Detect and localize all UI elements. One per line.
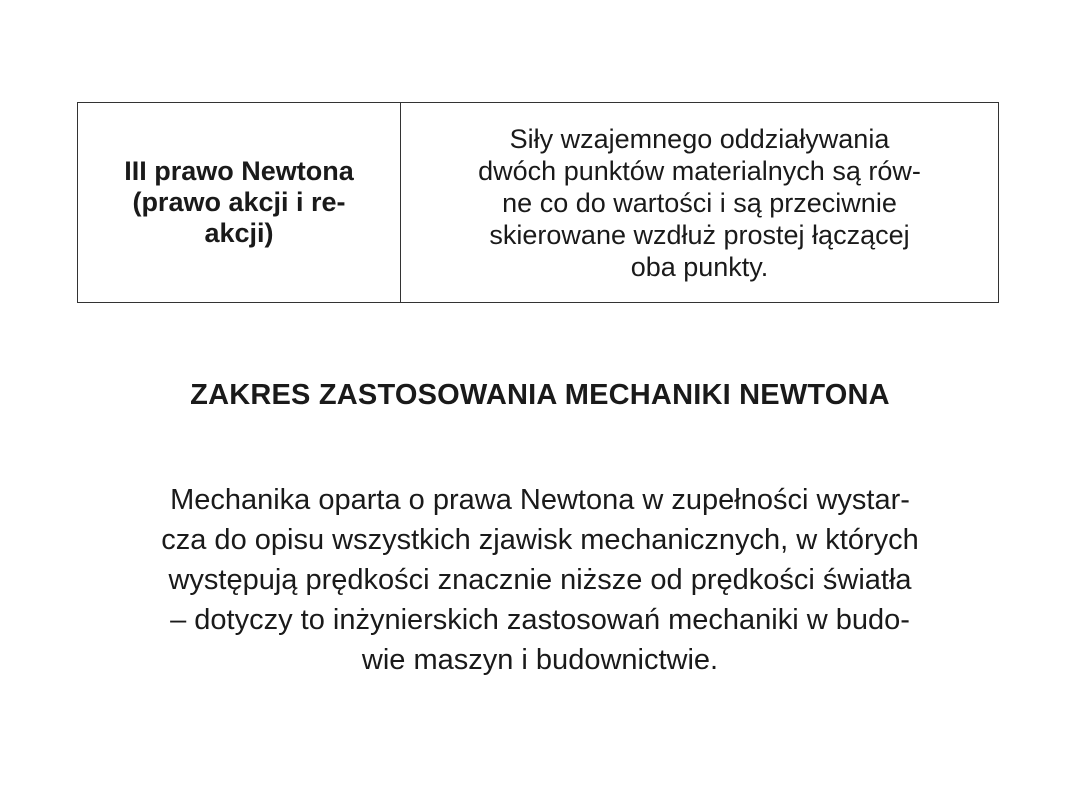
- law-table: [77, 102, 999, 303]
- body-line: Mechanika oparta o prawa Newtona w zupełności wystar-: [170, 484, 910, 516]
- law-description-line: dwóch punktów materialnych są rów-: [478, 155, 921, 186]
- body-line: wie maszyn i budownictwie.: [361, 644, 719, 676]
- law-name: [89, 156, 389, 249]
- law-description-line: oba punkty.: [630, 251, 769, 282]
- law-name-cell: [78, 103, 401, 303]
- section-heading: ZAKRES ZASTOSOWANIA MECHANIKI NEWTONA: [190, 379, 890, 411]
- law-description: [410, 123, 990, 283]
- law-name-line: akcji): [204, 218, 274, 248]
- table-row: [78, 103, 999, 303]
- body-line: cza do opisu wszystkich zjawisk mechanicznych, w których: [161, 524, 919, 556]
- body-line: występują prędkości znacznie niższe od prędkości światła: [168, 564, 912, 596]
- law-description-line: ne co do wartości i są przeciwnie: [502, 187, 897, 218]
- body-line: – dotyczy to inżynierskich zastosowań mechaniki w budo-: [170, 604, 910, 636]
- law-name-line: III prawo Newtona: [124, 156, 354, 186]
- law-name-line: (prawo akcji i re-: [132, 187, 346, 217]
- law-description-cell: [401, 103, 999, 303]
- section-body-paragraph: [0, 480, 1080, 680]
- law-description-line: Siły wzajemnego oddziaływania: [509, 123, 890, 154]
- law-description-line: skierowane wzdłuż prostej łączącej: [489, 219, 910, 250]
